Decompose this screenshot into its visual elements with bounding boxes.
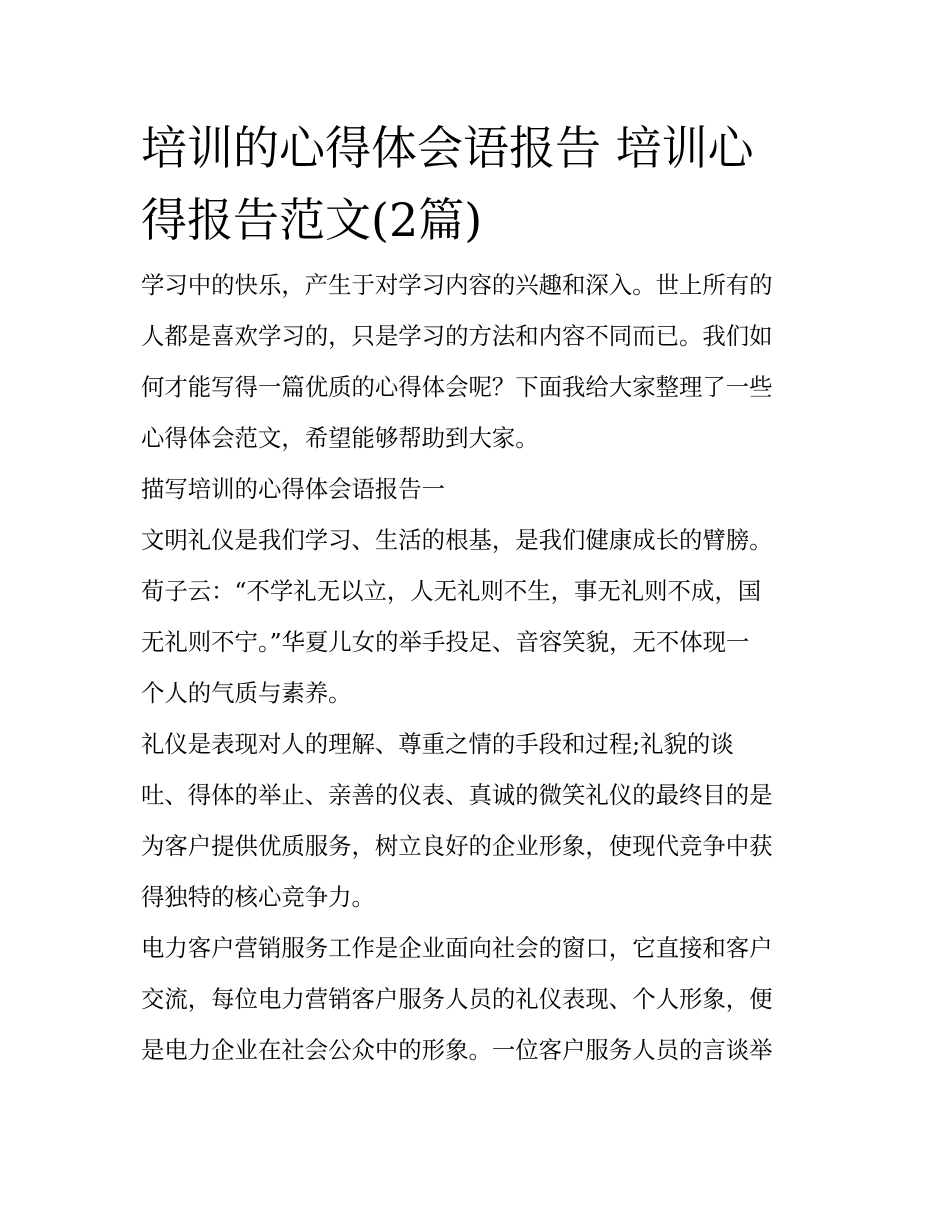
- document-title: [141, 112, 813, 256]
- document-body: [141, 112, 813, 1076]
- text-line: 得独特的核心竞争力。: [141, 883, 375, 911]
- text-line: 吐、得体的举止、亲善的仪表、真诚的微笑礼仪的最终目的是: [141, 781, 773, 809]
- text-line: 何才能写得一篇优质的心得体会呢？下面我给大家整理了一些: [141, 373, 773, 401]
- section-heading: [141, 464, 813, 515]
- text-line: 学习中的快乐，产生于对学习内容的兴趣和深入。世上所有的: [141, 271, 773, 299]
- text-line: 为客户提供优质服务，树立良好的企业形象，使现代竞争中获: [141, 832, 773, 860]
- text-line: 心得体会范文，希望能够帮助到大家。: [141, 424, 539, 452]
- text-line: 是电力企业在社会公众中的形象。一位客户服务人员的言谈举: [141, 1036, 773, 1064]
- title-line: 培训的心得体会语报告 培训心: [141, 121, 754, 175]
- text-line: 无礼则不宁。”华夏儿女的举手投足、音容笑貌，无不体现一: [141, 628, 750, 656]
- text-line: 交流，每位电力营销客户服务人员的礼仪表现、个人形象，便: [141, 985, 773, 1013]
- body-paragraph: [141, 719, 813, 923]
- text-line: 文明礼仪是我们学习、生活的根基，是我们健康成长的臂膀。: [141, 526, 773, 554]
- text-line: 电力客户营销服务工作是企业面向社会的窗口，它直接和客户: [141, 934, 773, 962]
- text-line: 礼仪是表现对人的理解、尊重之情的手段和过程;礼貌的谈: [141, 730, 734, 758]
- text-line: 个人的气质与素养。: [141, 679, 352, 707]
- intro-paragraph: [141, 260, 813, 464]
- body-paragraph: [141, 923, 813, 1076]
- text-line: 荀子云：“不学礼无以立，人无礼则不生，事无礼则不成，国: [141, 577, 762, 605]
- text-line: 描写培训的心得体会语报告一: [141, 475, 446, 503]
- title-line: 得报告范文(2篇): [141, 193, 483, 247]
- text-line: 人都是喜欢学习的，只是学习的方法和内容不同而已。我们如: [141, 322, 773, 350]
- body-paragraph: [141, 515, 813, 719]
